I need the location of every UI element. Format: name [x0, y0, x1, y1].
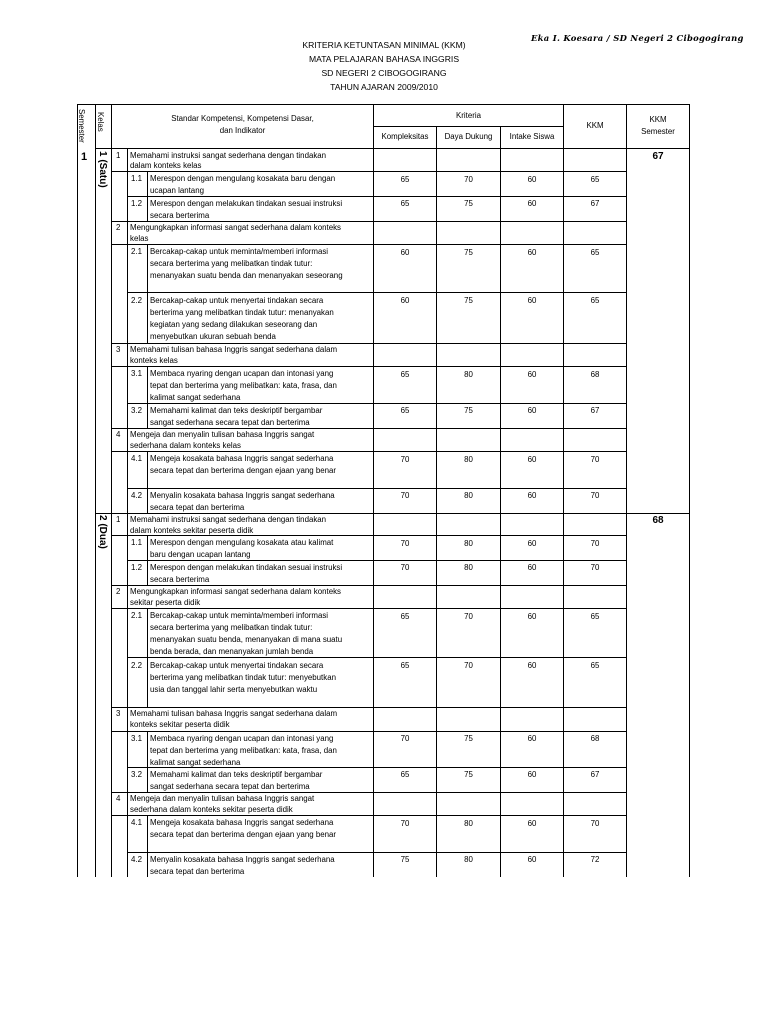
kd-number: 2.1 — [131, 247, 142, 256]
kd-text: Mengeja kosakata bahasa Inggris sangat sederhana — [150, 818, 334, 827]
sk-text: Mengeja dan menyalin tulisan bahasa Inggris sangat — [130, 430, 315, 439]
value-kompleksitas: 70 — [400, 734, 410, 743]
kd-text: menyebutkan ukuran sebuah benda — [150, 332, 276, 341]
value-kkm: 67 — [590, 406, 600, 415]
header-sk-line1: Standar Kompetensi, Kompetensi Dasar, — [171, 114, 314, 123]
value-intake-siswa: 60 — [527, 491, 537, 500]
value-kkm: 67 — [590, 770, 600, 779]
kd-number: 2.2 — [131, 661, 142, 670]
sk-number: 3 — [116, 345, 121, 354]
semester-number: 1 — [81, 151, 88, 163]
kd-number: 3.2 — [131, 406, 142, 415]
kd-text: secara tepat dan berterima — [150, 867, 245, 876]
value-kompleksitas: 65 — [400, 199, 410, 208]
kd-text: secara berterima yang melibatkan tindak tutur: — [150, 259, 313, 268]
value-kompleksitas: 65 — [400, 612, 410, 621]
header-kkm: KKM — [586, 121, 604, 130]
kd-text: Bercakap-cakap untuk meminta/memberi informasi — [150, 611, 329, 620]
kd-number: 1.1 — [131, 538, 142, 547]
kd-text: tepat dan berterima yang melibatkan: kata, frasa, dan — [150, 746, 337, 755]
value-daya-dukung: 75 — [464, 296, 473, 305]
sk-number: 2 — [116, 587, 121, 596]
author-note: Eka I. Koesara / SD Negeri 2 Cibogogirang — [531, 33, 744, 43]
kd-text: kalimat sangat sederhana — [150, 393, 241, 402]
kd-number: 2.1 — [131, 611, 142, 620]
header-kelas: Kelas — [96, 112, 105, 132]
kd-number: 1.1 — [131, 174, 142, 183]
kd-text: tepat dan berterima yang melibatkan: kata, frasa, dan — [150, 381, 337, 390]
sk-text: Memahami tulisan bahasa Inggris sangat sederhana dalam — [130, 345, 338, 354]
value-kompleksitas: 70 — [400, 563, 410, 572]
kd-text: Merespon dengan melakukan tindakan sesuai instruksi — [150, 199, 343, 208]
kd-text: Membaca nyaring dengan ucapan dan intonasi yang — [150, 734, 334, 743]
header-sk-line2: dan Indikator — [219, 126, 266, 135]
kd-text: Merespon dengan melakukan tindakan sesuai instruksi — [150, 563, 343, 572]
kd-text: Menyalin kosakata bahasa Inggris sangat sederhana — [150, 855, 335, 864]
value-kompleksitas: 65 — [400, 406, 410, 415]
kd-text: secara berterima — [150, 211, 210, 220]
kd-text: baru dengan ucapan lantang — [150, 550, 251, 559]
kd-number: 4.2 — [131, 491, 142, 500]
kd-text: benda berada, dan menanyakan jumlah benda — [150, 647, 314, 656]
value-kompleksitas: 70 — [400, 491, 410, 500]
value-intake-siswa: 60 — [527, 370, 537, 379]
kd-text: Membaca nyaring dengan ucapan dan intonasi yang — [150, 369, 334, 378]
value-kompleksitas: 70 — [400, 539, 410, 548]
sk-number: 2 — [116, 223, 121, 232]
value-kkm: 65 — [590, 248, 600, 257]
kd-number: 4.1 — [131, 818, 142, 827]
kd-text: Bercakap-cakap untuk menyertai tindakan secara — [150, 661, 324, 670]
kd-text: sangat sederhana secara tepat dan berterima — [150, 418, 310, 427]
kd-text: Memahami kalimat dan teks deskriptif bergambar — [150, 770, 323, 779]
kd-text: secara berterima yang melibatkan tindak tutur: — [150, 623, 313, 632]
value-kkm: 70 — [590, 563, 600, 572]
doc-school: SD NEGERI 2 CIBOGOGIRANG — [321, 68, 447, 78]
kd-text: ucapan lantang — [150, 186, 204, 195]
sk-text: konteks sekitar peserta didik — [130, 720, 230, 729]
value-intake-siswa: 60 — [527, 199, 537, 208]
doc-subject: MATA PELAJARAN BAHASA INGGRIS — [308, 54, 460, 64]
kd-text: Bercakap-cakap untuk menyertai tindakan secara — [150, 296, 324, 305]
value-daya-dukung: 80 — [464, 819, 473, 828]
value-kompleksitas: 75 — [400, 855, 410, 864]
value-intake-siswa: 60 — [527, 248, 537, 257]
kd-number: 4.1 — [131, 454, 142, 463]
kd-text: Merespon dengan mengulang kosakata baru dengan — [150, 174, 336, 183]
kd-text: berterima yang melibatkan tindak tutur: menyebutkan — [150, 673, 336, 682]
kd-text: Menyalin kosakata bahasa Inggris sangat sederhana — [150, 491, 335, 500]
kd-text: kalimat sangat sederhana — [150, 758, 241, 767]
kd-number: 2.2 — [131, 296, 142, 305]
sk-text: Mengungkapkan informasi sangat sederhana dalam konteks — [130, 587, 341, 596]
value-daya-dukung: 75 — [464, 770, 473, 779]
value-kompleksitas: 70 — [400, 819, 410, 828]
kelas-label-1: 1 (Satu) — [97, 151, 108, 188]
value-intake-siswa: 60 — [527, 855, 537, 864]
value-kompleksitas: 65 — [400, 770, 410, 779]
value-daya-dukung: 80 — [464, 491, 473, 500]
value-daya-dukung: 80 — [464, 855, 473, 864]
value-kompleksitas: 70 — [400, 455, 410, 464]
value-kkm: 65 — [590, 661, 600, 670]
value-daya-dukung: 80 — [464, 370, 473, 379]
kd-text: menanyakan suatu benda dan menanyakan seseorang — [150, 271, 343, 280]
kd-text: menanyakan suatu benda, menanyakan di mana suatu — [150, 635, 343, 644]
sk-text: sederhana dalam konteks sekitar peserta didik — [130, 805, 293, 814]
value-kkm: 70 — [590, 491, 600, 500]
value-kkm: 65 — [590, 175, 600, 184]
value-kkm: 70 — [590, 539, 600, 548]
header-kkm-semester-line2: Semester — [641, 127, 675, 136]
value-kkm: 65 — [590, 296, 600, 305]
value-intake-siswa: 60 — [527, 539, 537, 548]
value-kompleksitas: 65 — [400, 661, 410, 670]
kd-text: Merespon dengan mengulang kosakata atau kalimat — [150, 538, 334, 547]
value-kkm: 67 — [590, 199, 600, 208]
value-daya-dukung: 80 — [464, 563, 473, 572]
value-kkm: 70 — [590, 819, 600, 828]
value-intake-siswa: 60 — [527, 296, 537, 305]
value-intake-siswa: 60 — [527, 563, 537, 572]
header-intake-siswa: Intake Siswa — [509, 132, 555, 141]
kd-text: berterima yang melibatkan tindak tutur: menanyakan — [150, 308, 334, 317]
kd-text: sangat sederhana secara tepat dan berterima — [150, 782, 310, 791]
value-kompleksitas: 65 — [400, 370, 410, 379]
kd-text: secara berterima — [150, 575, 210, 584]
kd-text: secara tepat dan berterima — [150, 503, 245, 512]
sk-text: Memahami instruksi sangat sederhana dengan tindakan — [130, 515, 327, 524]
value-daya-dukung: 75 — [464, 734, 473, 743]
kd-text: usia dan tanggal lahir serta menyebutkan waktu — [150, 685, 318, 694]
kkm-semester-2: 68 — [652, 515, 664, 526]
kd-number: 3.1 — [131, 734, 142, 743]
value-intake-siswa: 60 — [527, 734, 537, 743]
value-intake-siswa: 60 — [527, 406, 537, 415]
value-kkm: 65 — [590, 612, 600, 621]
doc-title: KRITERIA KETUNTASAN MINIMAL (KKM) — [302, 40, 466, 50]
value-kompleksitas: 60 — [400, 296, 410, 305]
value-intake-siswa: 60 — [527, 455, 537, 464]
value-kkm: 68 — [590, 734, 600, 743]
sk-number: 1 — [116, 151, 121, 160]
value-daya-dukung: 80 — [464, 539, 473, 548]
value-intake-siswa: 60 — [527, 819, 537, 828]
header-kriteria: Kriteria — [456, 111, 481, 120]
sk-text: Mengeja dan menyalin tulisan bahasa Inggris sangat — [130, 794, 315, 803]
value-intake-siswa: 60 — [527, 175, 537, 184]
sk-number: 1 — [116, 515, 121, 524]
kd-number: 3.1 — [131, 369, 142, 378]
value-kompleksitas: 65 — [400, 175, 410, 184]
kd-text: secara tepat dan berterima dengan ejaan yang benar — [150, 830, 337, 839]
kd-text: Mengeja kosakata bahasa Inggris sangat sederhana — [150, 454, 334, 463]
kd-number: 1.2 — [131, 199, 142, 208]
sk-number: 4 — [116, 794, 121, 803]
sk-text: dalam konteks sekitar peserta didik — [130, 526, 254, 535]
value-intake-siswa: 60 — [527, 770, 537, 779]
value-daya-dukung: 70 — [464, 175, 473, 184]
kd-number: 3.2 — [131, 770, 142, 779]
sk-text: Memahami instruksi sangat sederhana dengan tindakan — [130, 151, 327, 160]
kd-number: 4.2 — [131, 855, 142, 864]
value-intake-siswa: 60 — [527, 661, 537, 670]
kkm-semester-1: 67 — [652, 151, 664, 162]
value-daya-dukung: 75 — [464, 199, 473, 208]
value-daya-dukung: 80 — [464, 455, 473, 464]
sk-text: sederhana dalam konteks kelas — [130, 441, 241, 450]
header-daya-dukung: Daya Dukung — [444, 132, 493, 141]
header-semester: Semester — [77, 109, 86, 143]
sk-text: dalam konteks kelas — [130, 161, 202, 170]
kd-text: secara tepat dan berterima dengan ejaan yang benar — [150, 466, 337, 475]
sk-text: konteks kelas — [130, 356, 178, 365]
kd-text: Bercakap-cakap untuk meminta/memberi informasi — [150, 247, 329, 256]
value-kkm: 70 — [590, 455, 600, 464]
sk-text: sekitar peserta didik — [130, 598, 201, 607]
kd-text: kegiatan yang sedang dilakukan seseorang dan — [150, 320, 318, 329]
kd-number: 1.2 — [131, 563, 142, 572]
header-kkm-semester-line1: KKM — [649, 115, 667, 124]
value-daya-dukung: 75 — [464, 248, 473, 257]
kelas-label-2: 2 (Dua) — [97, 515, 108, 549]
value-kompleksitas: 60 — [400, 248, 410, 257]
sk-text: Mengungkapkan informasi sangat sederhana dalam konteks — [130, 223, 341, 232]
sk-text: kelas — [130, 234, 149, 243]
kd-text: Memahami kalimat dan teks deskriptif bergambar — [150, 406, 323, 415]
value-daya-dukung: 70 — [464, 661, 473, 670]
sk-text: Memahami tulisan bahasa Inggris sangat sederhana dalam — [130, 709, 338, 718]
value-kkm: 68 — [590, 370, 600, 379]
doc-year: TAHUN AJARAN 2009/2010 — [330, 82, 438, 92]
value-intake-siswa: 60 — [527, 612, 537, 621]
value-daya-dukung: 70 — [464, 612, 473, 621]
sk-number: 4 — [116, 430, 121, 439]
value-daya-dukung: 75 — [464, 406, 473, 415]
header-kompleksitas: Kompleksitas — [381, 132, 429, 141]
sk-number: 3 — [116, 709, 121, 718]
value-kkm: 72 — [590, 855, 600, 864]
